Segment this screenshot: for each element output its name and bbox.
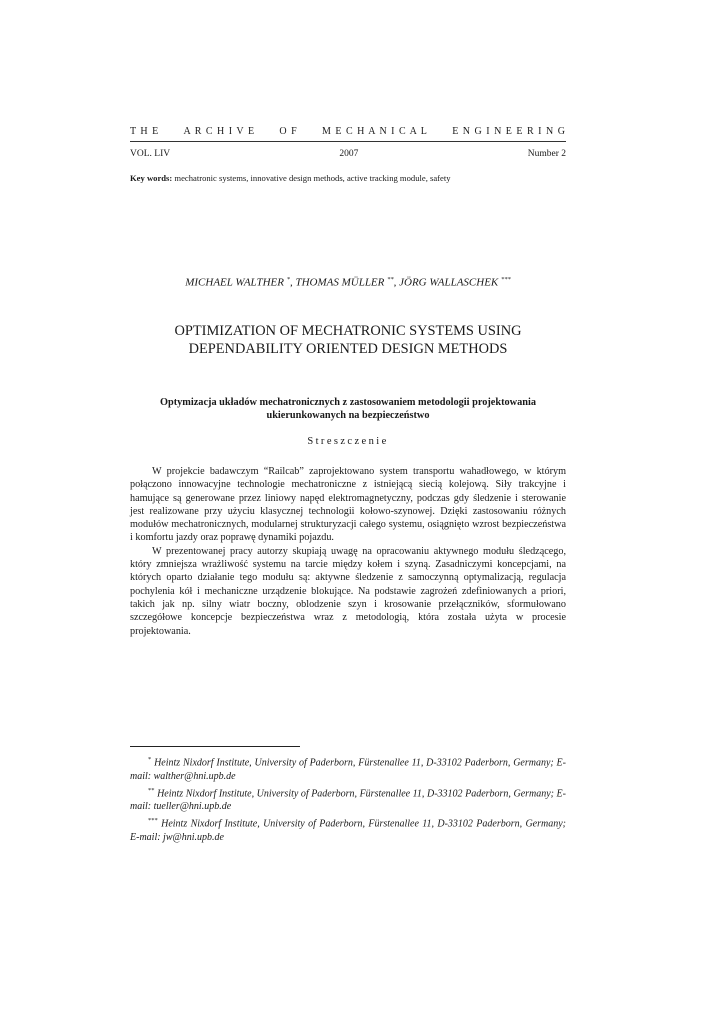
footnote-mark: ** (148, 786, 155, 794)
volume-row (130, 149, 566, 159)
header-rule (130, 141, 566, 142)
year-label: 2007 (339, 149, 359, 159)
keywords-text: mechatronic systems, innovative design methods, active tracking module, safety (174, 173, 451, 183)
polish-title-line: Optymizacja układów mechatronicznych z zastosowaniem metodologii projektowania (159, 397, 536, 408)
author-separator: , (289, 276, 296, 289)
author-name: MICHAEL WALTHER (185, 276, 284, 289)
journal-word: O F (279, 126, 298, 137)
author-separator: , (393, 276, 400, 289)
journal-name (130, 126, 566, 137)
paper-title (130, 322, 566, 358)
title-line: OPTIMIZATION OF MECHATRONIC SYSTEMS USING (174, 323, 522, 339)
footnote (130, 753, 566, 784)
keywords (130, 173, 566, 183)
abstract-body (130, 465, 566, 638)
polish-title (130, 396, 566, 422)
footnote-text: Heintz Nixdorf Institute, University of Paderborn, Fürstenallee 11, D-33102 Paderborn, Germany; E-mail: tueller@hni.upb.de (130, 787, 566, 813)
footnotes (130, 753, 566, 845)
polish-title-line: ukierunkowanych na bezpieczeństwo (266, 410, 430, 421)
journal-word: E N G I N E E R I N G (452, 126, 566, 137)
abstract-heading: Streszczenie (307, 436, 389, 447)
footnote-rule (130, 746, 300, 747)
keywords-label: Key words: (130, 173, 173, 183)
issue-number: Number 2 (527, 149, 566, 159)
title-line: DEPENDABILITY ORIENTED DESIGN METHODS (188, 341, 508, 357)
author-mark: * (286, 276, 290, 283)
journal-word: M E C H A N I C A L (321, 126, 428, 137)
abstract-paragraph: W projekcie badawczym “Railcab” zaprojektowano system transportu wahadłowego, w którym połączono innowacyjne technologie mechatroniczne z istniejącą siecią kolejową. Siły trakcyjne i hamujące są generowane przez liniowy napęd elektromagnetyczny, podczas gdy śledzenie i sterowanie jest realizowane przy użyciu klasycznej technologii kołowo-szynowej. Dzięki zastosowaniu różnych modułów mechatronicznych, modularnej strukturyzacji całego systemu, osiągnięto wzrost bezpieczeństwa i komfortu jazdy oraz poprawę dynamiki pojazdu. (130, 466, 566, 544)
journal-word: A R C H I V E (183, 126, 256, 137)
volume-label: VOL. LIV (130, 149, 171, 159)
footnote (130, 784, 566, 815)
journal-word: T H E (130, 126, 160, 137)
footnote (130, 814, 566, 845)
author-list (130, 276, 566, 289)
author-mark: *** (501, 276, 511, 283)
author-name: THOMAS MÜLLER (295, 276, 385, 289)
author-name: JÖRG WALLASCHEK (399, 276, 499, 289)
footnote-text: Heintz Nixdorf Institute, University of Paderborn, Fürstenallee 11, D-33102 Paderborn, Germany; E-mail: jw@hni.upb.de (130, 818, 567, 843)
abstract-paragraph: W prezentowanej pracy autorzy skupiają uwagę na opracowaniu aktywnego modułu śledzącego, który zmniejsza wrażliwość systemu na tarcie między kołem i szyną. Zasadniczymi koncepcjami, na których oparto działanie tego modułu są: aktywne śledzenie z samoczynną optymalizacją, regulacja pochylenia kół i mechaniczne urządzenie blokujące. Na podstawie zagrożeń zdefiniowanych a priori, takich jak np. silny wiatr boczny, oblodzenie szyn i krosowanie przełączników, sformułowano szczegółowe koncepcje bezpieczeństwa wraz z metodologią, która została użyta w procesie projektowania. (130, 545, 566, 637)
author-mark: ** (387, 276, 394, 283)
footnote-mark: * (148, 756, 152, 763)
footnote-mark: *** (148, 817, 158, 825)
footnote-text: Heintz Nixdorf Institute, University of Paderborn, Fürstenallee 11, D-33102 Paderborn, Germany; E-mail: walther@hni.upb.de (130, 757, 566, 782)
